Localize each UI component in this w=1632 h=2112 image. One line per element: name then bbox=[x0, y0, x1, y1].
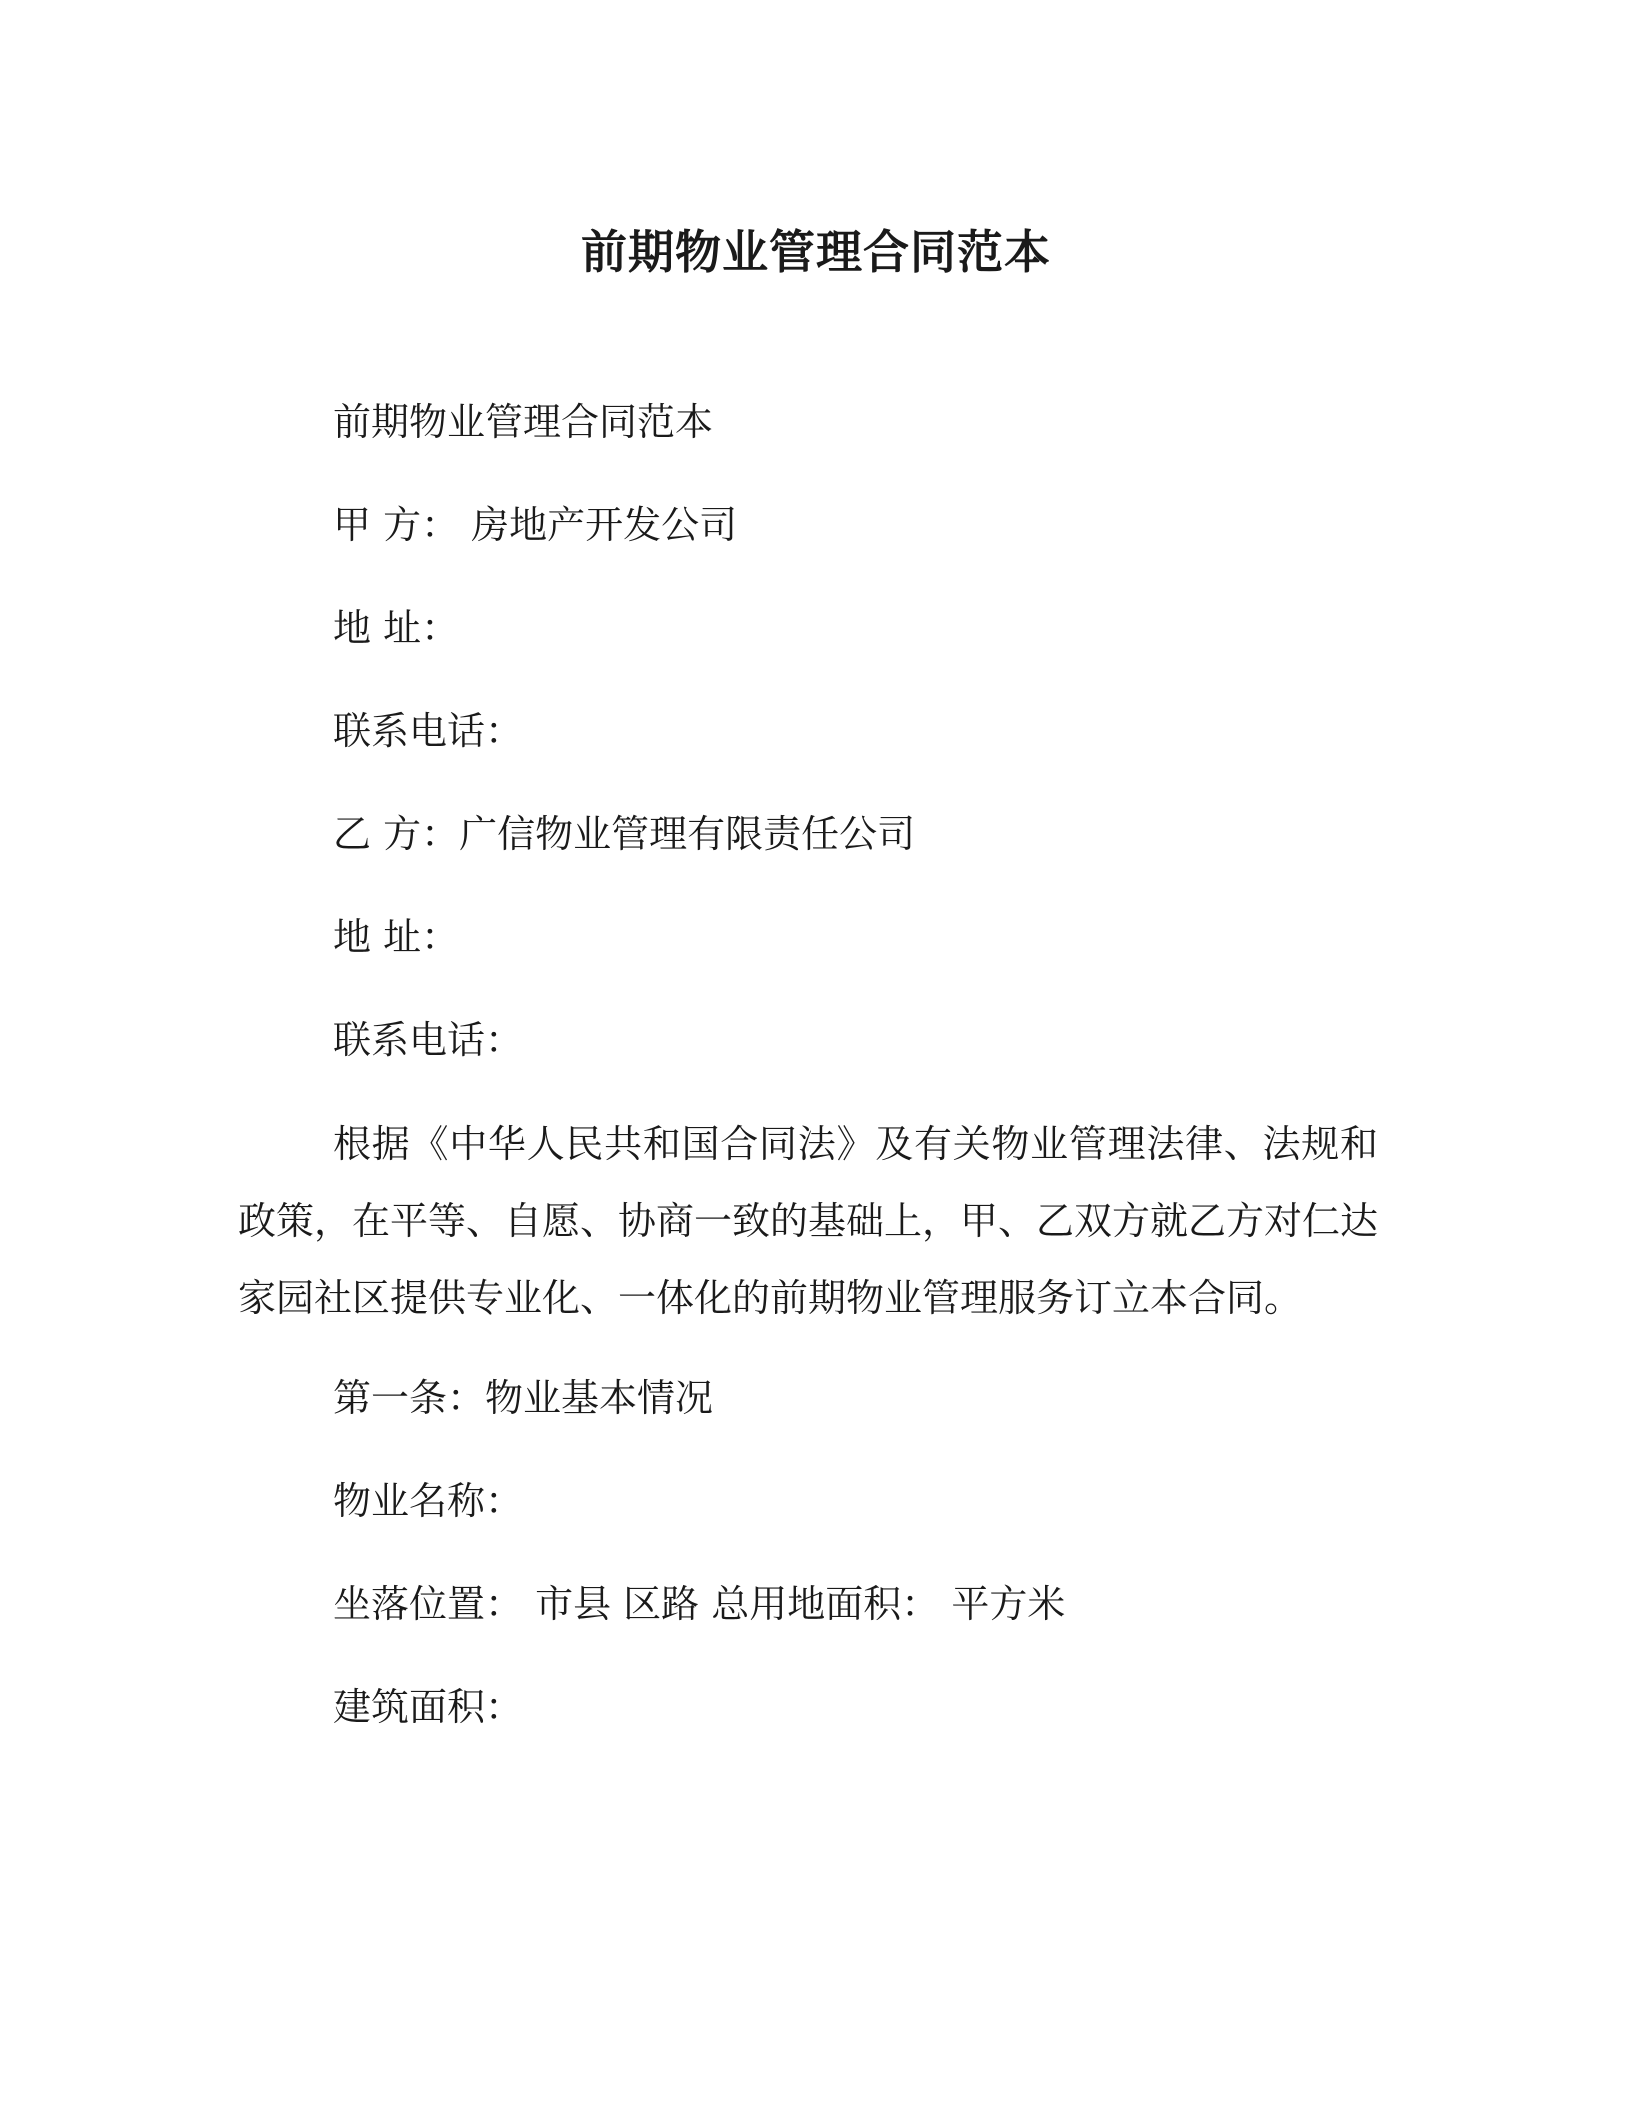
property-name-line: 物业名称： bbox=[333, 1479, 524, 1523]
party-a-address-line: 地 址： bbox=[333, 606, 460, 650]
building-area-line: 建筑面积： bbox=[333, 1685, 524, 1729]
property-location-line: 坐落位置： 市县 区路 总用地面积： 平方米 bbox=[333, 1582, 1066, 1626]
party-b-address-line: 地 址： bbox=[333, 915, 460, 959]
document-title: 前期物业管理合同范本 bbox=[581, 225, 1051, 279]
preamble-paragraph: 根据《中华人民共和国合同法》及有关物业管理法律、法规和政策，在平等、自愿、协商一致的基础上，甲、乙双方就乙方对仁达家园社区提供专业化、一体化的前期物业管理服务订立本合同。 bbox=[238, 1122, 1379, 1320]
subtitle-line: 前期物业管理合同范本 bbox=[333, 400, 714, 444]
party-a-phone-line: 联系电话： bbox=[333, 709, 524, 753]
party-a-line: 甲 方： 房地产开发公司 bbox=[333, 503, 738, 547]
party-b-line: 乙 方：广信物业管理有限责任公司 bbox=[333, 812, 916, 856]
party-b-phone-line: 联系电话： bbox=[333, 1018, 524, 1062]
article-one-heading: 第一条：物业基本情况 bbox=[333, 1376, 714, 1420]
